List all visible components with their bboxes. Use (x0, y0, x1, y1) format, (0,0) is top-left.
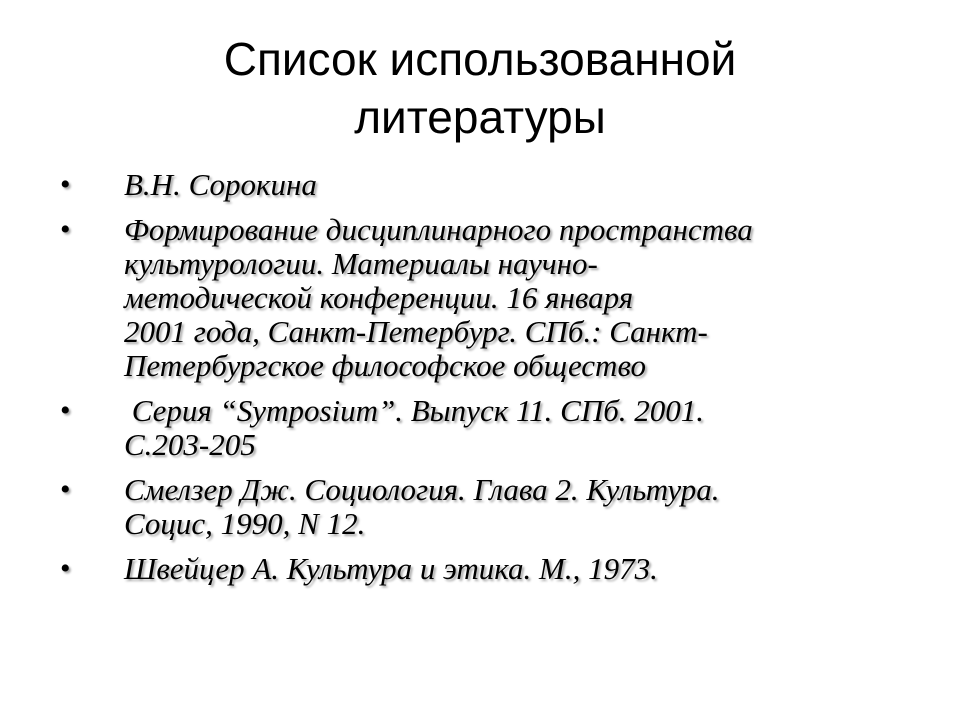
item-text-line: методической конференции. 16 января (124, 280, 634, 315)
bibliography-list (60, 168, 920, 597)
list-item (60, 168, 920, 202)
item-text-line: культурологии. Материалы научно- (124, 246, 598, 281)
list-item (60, 394, 920, 462)
bullet-icon: • (60, 213, 71, 246)
item-text-line: 2001 года, Санкт-Петербург. СПб.: Санкт- (124, 314, 708, 349)
item-text-line: Серия “Symposium”. Выпуск 11. СПб. 2001. (124, 393, 705, 428)
item-text-line: В.Н. Сорокина (124, 167, 317, 202)
list-item (60, 473, 920, 541)
list-item (60, 552, 920, 586)
item-text-line: Петербургское философское общество (124, 348, 646, 383)
item-text-line: Социс, 1990, N 12. (124, 506, 366, 541)
bullet-icon: • (60, 168, 71, 201)
item-text-line: Швейцер А. Культура и этика. М., 1973. (124, 551, 658, 586)
item-text-line: С.203-205 (124, 427, 256, 462)
bullet-icon: • (60, 552, 71, 585)
item-text-line: Формирование дисциплинарного пространства (124, 212, 753, 247)
item-text-line: Смелзер Дж. Социология. Глава 2. Культура. (124, 472, 720, 507)
bullet-icon: • (60, 394, 71, 427)
title-line: Список использованной (223, 33, 737, 85)
slide-title (80, 30, 880, 146)
list-item (60, 213, 920, 383)
title-line: литературы (354, 91, 606, 143)
bullet-icon: • (60, 473, 71, 506)
